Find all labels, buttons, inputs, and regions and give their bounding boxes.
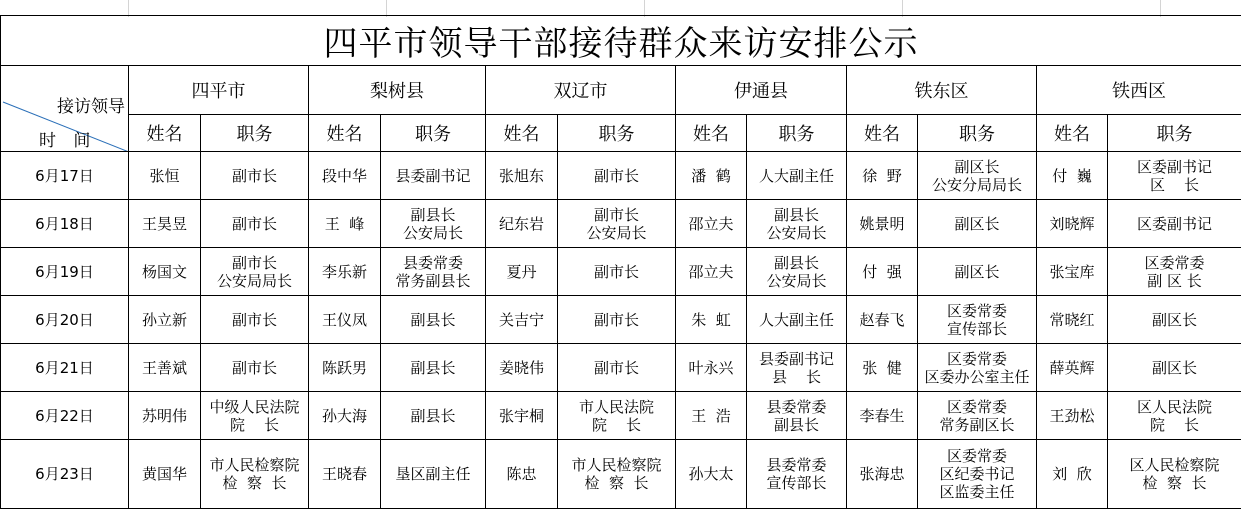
position-line: 院 长 [1149,415,1200,434]
leader-position-cell[interactable] [201,200,309,248]
position-line: 县 长 [771,367,822,386]
region-header[interactable]: 铁西区 [1037,66,1241,115]
region-header[interactable]: 双辽市 [486,66,676,115]
name-column-header[interactable]: 姓名 [486,115,558,152]
leader-position-cell[interactable] [201,296,309,344]
table-row [1,248,1241,296]
position-line: 副区长 [954,157,1000,176]
position-line: 区监委主任 [939,483,1015,501]
position-line: 中级人民法院 [209,397,300,416]
date-cell[interactable]: 6月17日 [1,152,129,200]
name-column-header[interactable]: 姓名 [847,115,918,152]
leader-position-cell[interactable] [747,248,847,296]
leader-position-cell[interactable] [201,392,309,440]
leader-position-cell[interactable] [201,152,309,200]
name-column-header[interactable]: 姓名 [1037,115,1108,152]
position-line: 副区长 [954,214,1000,233]
leader-position-cell[interactable] [1108,200,1241,248]
date-cell[interactable]: 6月22日 [1,392,129,440]
date-cell[interactable]: 6月20日 [1,296,129,344]
position-line: 宣传部长 [766,474,827,492]
leader-position-cell[interactable] [1108,248,1241,296]
leader-name-cell[interactable]: 陈跃男 [309,344,381,392]
leader-position-cell[interactable] [918,440,1037,509]
position-line: 副县长 [410,310,456,329]
diagonal-header-cell[interactable] [1,66,129,152]
position-column-header[interactable]: 职务 [918,115,1037,152]
position-line: 人大副主任 [758,310,834,329]
position-line: 常务副县长 [395,271,471,290]
position-column-header[interactable]: 职务 [201,115,309,152]
table-row [1,440,1241,509]
position-line: 区委副书记 [1137,214,1213,233]
leader-position-cell[interactable] [918,296,1037,344]
leader-name-cell[interactable]: 刘晓辉 [1037,200,1108,248]
position-line: 市人民法院 [578,397,654,416]
leader-position-cell[interactable] [747,344,847,392]
leader-position-cell[interactable] [918,200,1037,248]
leader-position-cell[interactable] [918,392,1037,440]
position-column-header[interactable]: 职务 [558,115,676,152]
leader-name-cell[interactable]: 王劲松 [1037,392,1108,440]
position-line: 县委副书记 [758,349,834,368]
position-line: 市人民检察院 [209,456,300,474]
leader-position-cell[interactable] [558,200,676,248]
position-line: 副区长 [1152,310,1198,329]
leader-position-cell[interactable] [381,392,486,440]
position-line: 垦区副主任 [395,465,471,483]
leader-position-cell[interactable] [381,344,486,392]
position-line: 副市长 [593,166,639,185]
leader-position-cell[interactable] [381,200,486,248]
leader-position-cell[interactable] [1108,152,1241,200]
position-line: 副县长 [773,415,819,434]
column-header-row [1,115,1241,152]
position-line: 副市长 [231,166,277,185]
leader-position-cell[interactable] [558,296,676,344]
position-line: 区委副书记 [1137,157,1213,176]
position-line: 副市长 [231,253,277,272]
leader-position-cell[interactable] [381,152,486,200]
position-line: 区纪委书记 [939,465,1015,483]
leader-position-cell[interactable] [558,152,676,200]
position-line: 副市长 [231,358,277,377]
leader-name-cell[interactable]: 朱 虹 [676,296,747,344]
table-row [1,200,1241,248]
region-header[interactable]: 梨树县 [309,66,486,115]
leader-position-cell[interactable] [1108,392,1241,440]
position-line: 检 察 长 [584,474,649,492]
position-line: 区 长 [1149,175,1200,194]
date-cell[interactable]: 6月18日 [1,200,129,248]
leader-position-cell[interactable] [1108,296,1241,344]
position-line: 副市长 [593,262,639,281]
leader-name-cell[interactable]: 李乐新 [309,248,381,296]
leader-position-cell[interactable] [918,152,1037,200]
position-line: 区委常委 [946,397,1007,416]
leader-position-cell[interactable] [747,296,847,344]
position-line: 县委副书记 [395,166,471,185]
leader-name-cell[interactable]: 王昊昱 [129,200,201,248]
position-line: 区委常委 [946,447,1007,465]
leader-name-cell[interactable]: 关吉宁 [486,296,558,344]
position-line: 副 区 长 [1147,271,1202,290]
leader-position-cell[interactable] [747,440,847,509]
table-row [1,392,1241,440]
leader-name-cell[interactable]: 潘 鹤 [676,152,747,200]
position-line: 区委常委 [1144,253,1205,272]
position-column-header[interactable]: 职务 [747,115,847,152]
position-column-header[interactable]: 职务 [381,115,486,152]
leader-position-cell[interactable] [201,248,309,296]
leader-name-cell[interactable]: 徐 野 [847,152,918,200]
schedule-rows [1,152,1241,509]
table-row [1,152,1241,200]
position-line: 副县长 [410,358,456,377]
leader-name-cell[interactable]: 孙大海 [309,392,381,440]
position-line: 副市长 [593,205,639,224]
name-column-header[interactable]: 姓名 [129,115,201,152]
leader-name-cell[interactable]: 王 浩 [676,392,747,440]
leader-name-cell[interactable]: 苏明伟 [129,392,201,440]
leader-name-cell[interactable]: 刘 欣 [1037,440,1108,509]
position-line: 副县长 [773,205,819,224]
position-line: 副市长 [231,310,277,329]
position-line: 副县长 [410,205,456,224]
leader-position-cell[interactable] [747,200,847,248]
leader-position-cell[interactable] [381,296,486,344]
leader-name-cell[interactable]: 纪东岩 [486,200,558,248]
leader-name-cell[interactable]: 王善斌 [129,344,201,392]
leader-name-cell[interactable]: 赵春飞 [847,296,918,344]
leader-name-cell[interactable]: 杨国文 [129,248,201,296]
position-line: 县委常委 [766,397,827,416]
leader-position-cell[interactable] [201,440,309,509]
position-line: 检 察 长 [222,474,287,492]
leader-position-cell[interactable] [747,392,847,440]
leader-name-cell[interactable]: 叶永兴 [676,344,747,392]
leader-position-cell[interactable] [918,248,1037,296]
name-column-header[interactable]: 姓名 [676,115,747,152]
leader-position-cell[interactable] [558,248,676,296]
leader-name-cell[interactable]: 夏丹 [486,248,558,296]
leader-name-cell[interactable]: 常晓红 [1037,296,1108,344]
leader-position-cell[interactable] [381,440,486,509]
leader-position-cell[interactable] [1108,440,1241,509]
position-line: 公安分局局长 [931,175,1022,194]
leader-name-cell[interactable]: 陈忠 [486,440,558,509]
leader-label: 接访领导 [57,97,125,117]
position-line: 副区长 [954,262,1000,281]
leader-name-cell[interactable]: 邵立夫 [676,200,747,248]
position-line: 副市长 [231,214,277,233]
position-line: 副市长 [593,310,639,329]
leader-name-cell[interactable]: 张旭东 [486,152,558,200]
reception-schedule-table [0,15,1241,509]
position-line: 人大副主任 [758,166,834,185]
position-line: 副市长 [593,358,639,377]
leader-name-cell[interactable]: 段中华 [309,152,381,200]
table-row [1,344,1241,392]
leader-name-cell[interactable]: 张宝库 [1037,248,1108,296]
region-header[interactable]: 铁东区 [847,66,1037,115]
date-cell[interactable]: 6月23日 [1,440,129,509]
region-header[interactable]: 伊通县 [676,66,847,115]
leader-name-cell[interactable]: 邵立夫 [676,248,747,296]
leader-name-cell[interactable]: 李春生 [847,392,918,440]
leader-name-cell[interactable]: 姜晓伟 [486,344,558,392]
leader-position-cell[interactable] [558,440,676,509]
leader-name-cell[interactable]: 张 健 [847,344,918,392]
position-column-header[interactable]: 职务 [1108,115,1241,152]
leader-name-cell[interactable]: 张恒 [129,152,201,200]
position-line: 区委常委 [946,301,1007,320]
position-line: 公安局长 [586,223,647,242]
leader-position-cell[interactable] [381,248,486,296]
date-cell[interactable]: 6月21日 [1,344,129,392]
position-line: 县委常委 [402,253,463,272]
leader-name-cell[interactable]: 王晓春 [309,440,381,509]
position-line: 院 长 [229,415,280,434]
leader-position-cell[interactable] [558,392,676,440]
leader-position-cell[interactable] [558,344,676,392]
table-title[interactable]: 四平市领导干部接待群众来访安排公示 [1,16,1241,66]
leader-position-cell[interactable] [918,344,1037,392]
time-label: 时 间 [39,131,97,151]
name-column-header[interactable]: 姓名 [309,115,381,152]
region-header-row [1,66,1241,115]
position-line: 区人民检察院 [1129,456,1220,474]
position-line: 公安局长 [766,223,827,242]
leader-name-cell[interactable]: 薛英辉 [1037,344,1108,392]
leader-position-cell[interactable] [747,152,847,200]
position-line: 公安局长 [766,271,827,290]
date-cell[interactable]: 6月19日 [1,248,129,296]
leader-name-cell[interactable]: 张海忠 [847,440,918,509]
position-line: 副县长 [773,253,819,272]
position-line: 公安局局长 [216,271,292,290]
leader-position-cell[interactable] [1108,344,1241,392]
position-line: 副县长 [410,406,456,425]
leader-name-cell[interactable]: 王 峰 [309,200,381,248]
position-line: 宣传部长 [946,319,1007,338]
leader-name-cell[interactable]: 孙大太 [676,440,747,509]
leader-name-cell[interactable]: 王仪凤 [309,296,381,344]
table-row [1,296,1241,344]
position-line: 区人民法院 [1137,397,1213,416]
position-line: 县委常委 [766,456,827,474]
region-header[interactable]: 四平市 [129,66,309,115]
position-line: 区委常委 [946,349,1007,368]
leader-name-cell[interactable]: 孙立新 [129,296,201,344]
leader-name-cell[interactable]: 张宇桐 [486,392,558,440]
leader-name-cell[interactable]: 付 强 [847,248,918,296]
leader-position-cell[interactable] [201,344,309,392]
position-line: 市人民检察院 [571,456,662,474]
position-line: 常务副区长 [939,415,1015,434]
leader-name-cell[interactable]: 黄国华 [129,440,201,509]
position-line: 副区长 [1152,358,1198,377]
position-line: 检 察 长 [1142,474,1207,492]
position-line: 区委办公室主任 [924,367,1030,386]
position-line: 院 长 [591,415,642,434]
leader-name-cell[interactable]: 付 巍 [1037,152,1108,200]
leader-name-cell[interactable]: 姚景明 [847,200,918,248]
position-line: 公安局长 [402,223,463,242]
